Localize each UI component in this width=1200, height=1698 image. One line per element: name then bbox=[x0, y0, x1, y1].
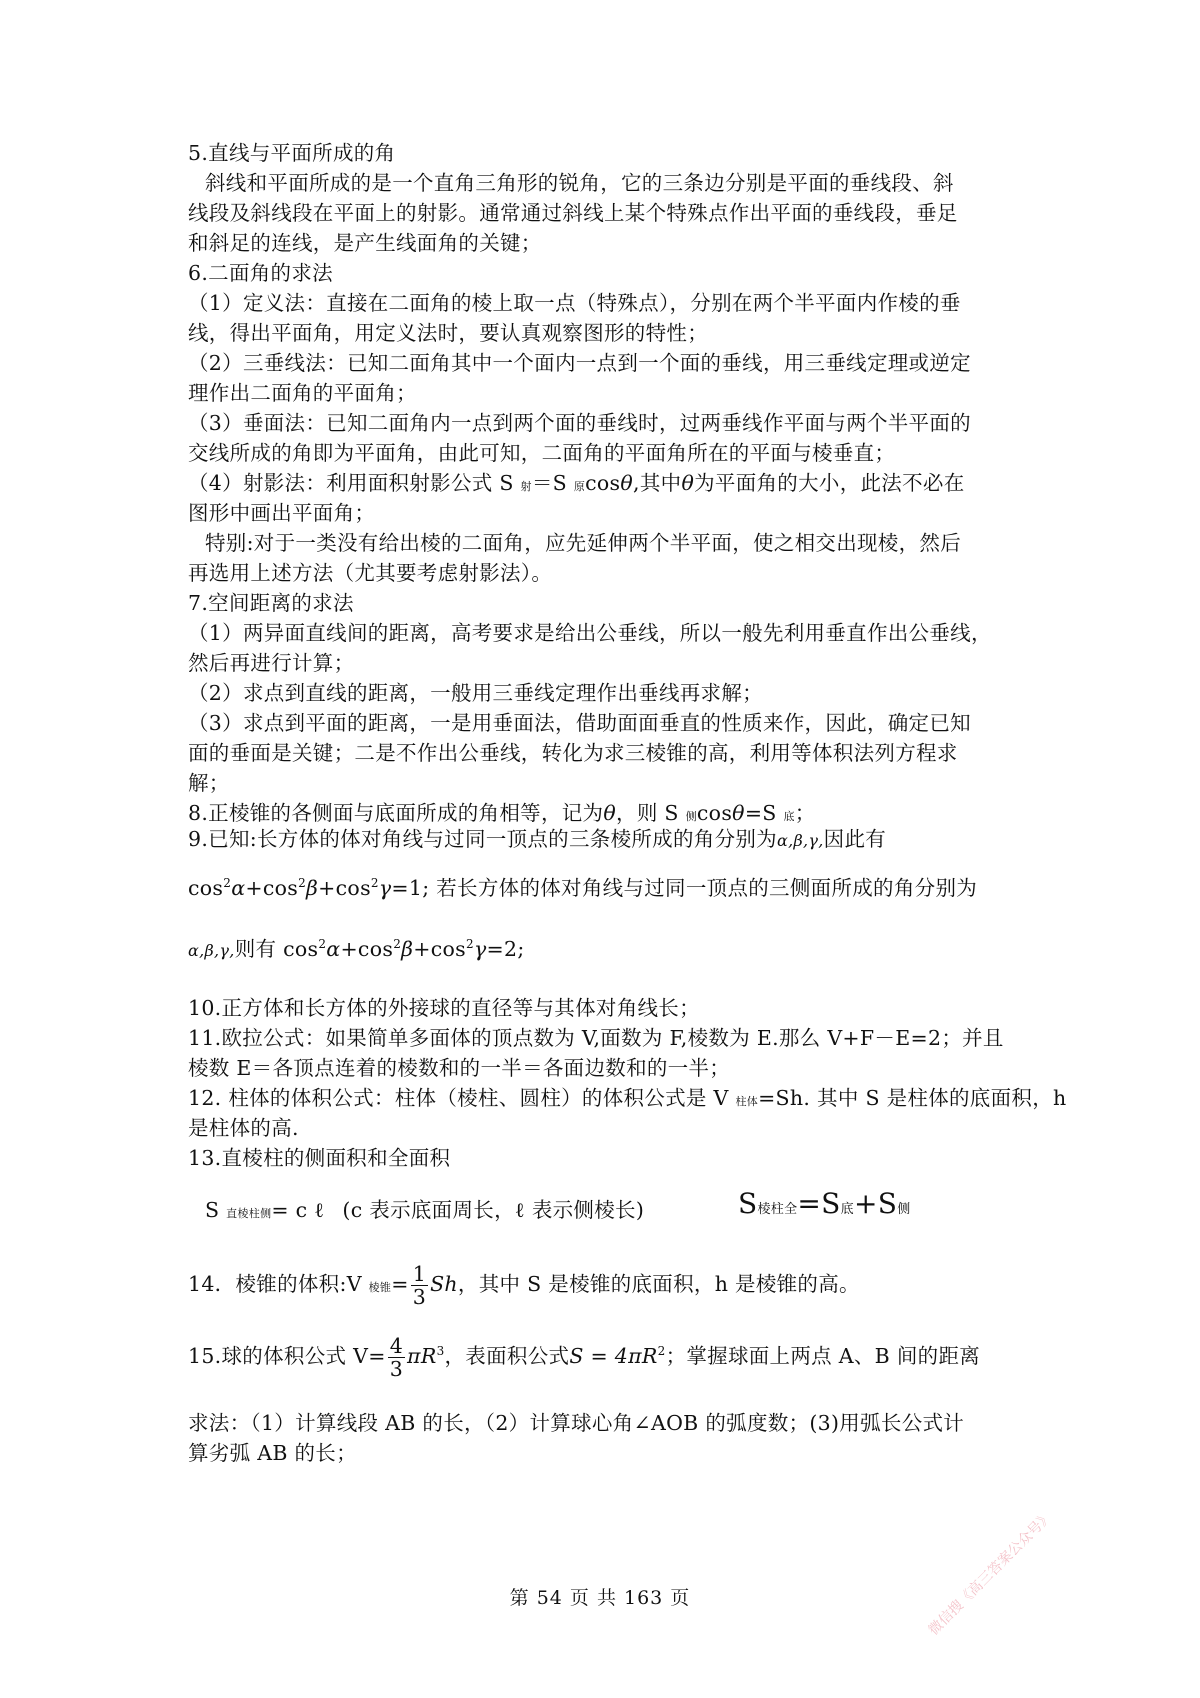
section-5-line-2: 线段及斜线段在平面上的射影。通常通过斜线上某个特殊点作出平面的垂线段，垂足 bbox=[188, 201, 958, 225]
section-6-line-6: 交线所成的角即为平面角，由此可知，二面角的平面角所在的平面与棱垂直； bbox=[188, 441, 896, 465]
section-6-line-5: （3）垂面法：已知二面角内一点到两个面的垂线时，过两垂线作平面与两个半平面的 bbox=[188, 411, 971, 435]
section-13-title: 13.直棱柱的侧面积和全面积 bbox=[188, 1146, 451, 1170]
theta-symbol: θ bbox=[732, 801, 745, 825]
section-7-line-3: （2）求点到直线的距离，一般用三垂线定理作出垂线再求解； bbox=[188, 681, 763, 705]
section-9-line-3: α,β,γ,则有 $\cos^2\alpha+\cos^2\beta+\cos^2\gamma=2$; bbox=[188, 937, 525, 961]
section-6-title: 6.二面角的求法 bbox=[188, 261, 333, 285]
section-6-line-8: 图形中画出平面角； bbox=[188, 501, 376, 525]
section-6-line-10: 再选用上述方法（尤其要考虑射影法）。 bbox=[188, 561, 553, 585]
section-6-line-3: （2）三垂线法：已知二面角其中一个面内一点到一个面的垂线，用三垂线定理或逆定 bbox=[188, 351, 971, 375]
section-7-line-6: 解； bbox=[188, 771, 230, 795]
section-5-title: 5.直线与平面所成的角 bbox=[188, 141, 396, 165]
section-9-line-2: $\cos^2\alpha+\cos^2\beta+\cos^2\gamma=1$; 若长方体的体对角线与过同一顶点的三侧面所成的角分别为 bbox=[188, 876, 978, 900]
section-11-line-1: 11.欧拉公式：如果简单多面体的顶点数为 V,面数为 F,棱数为 E.那么 V+F－E=2；并且 bbox=[188, 1026, 1004, 1050]
section-6-line-4: 理作出二面角的平面角； bbox=[188, 381, 417, 405]
section-12-line-1: 12. 柱体的体积公式：柱体（棱柱、圆柱）的体积公式是 V 柱体=Sh. 其中 S 是柱体的底面积，h bbox=[188, 1086, 1067, 1110]
section-7-line-1: （1）两异面直线间的距离，高考要求是给出公垂线，所以一般先利用垂直作出公垂线， bbox=[188, 621, 992, 645]
section-12-line-2: 是柱体的高. bbox=[188, 1116, 299, 1140]
section-6-line-9: 特别:对于一类没有给出棱的二面角，应先延伸两个半平面，使之相交出现棱，然后 bbox=[205, 531, 962, 555]
page-number-footer: 第 54 页 共 163 页 bbox=[509, 1587, 691, 1609]
section-15-line-3: 算劣弧 AB 的长； bbox=[188, 1441, 357, 1465]
section-5-line-1: 斜线和平面所成的是一个直角三角形的锐角，它的三条边分别是平面的垂线段、斜 bbox=[205, 171, 954, 195]
section-10-line: 10.正方体和长方体的外接球的直径等与其体对角线长； bbox=[188, 996, 700, 1020]
section-7-line-4: （3）求点到平面的距离，一是用垂面法，借助面面垂直的性质来作，因此，确定已知 bbox=[188, 711, 971, 735]
section-7-line-2: 然后再进行计算； bbox=[188, 651, 355, 675]
section-6-line-2: 线，得出平面角，用定义法时，要认真观察图形的特性； bbox=[188, 321, 708, 345]
section-8-line: 8.正棱锥的各侧面与底面所成的角相等，记为θ，则 S 侧cosθ=S 底； bbox=[188, 801, 816, 825]
theta-symbol: θ bbox=[681, 471, 695, 495]
section-15-line-2: 求法：（1）计算线段 AB 的长，（2）计算球心角∠AOB 的弧度数；(3)用弧长公式计 bbox=[188, 1411, 965, 1435]
section-11-line-2: 棱数 E＝各顶点连着的棱数和的一半＝各面边数和的一半； bbox=[188, 1056, 731, 1080]
section-7-line-5: 面的垂面是关键；二是不作出公垂线，转化为求三棱锥的高，利用等体积法列方程求 bbox=[188, 741, 958, 765]
section-7-title: 7.空间距离的求法 bbox=[188, 591, 354, 615]
section-14-line: 14．棱锥的体积:V 棱锥= $\frac{1}{3}$ Sh，其中 S 是棱锥的底面积，h 是棱锥的高。 bbox=[188, 1262, 860, 1309]
watermark: 微信搜《高三答案公众号》 bbox=[925, 1508, 1056, 1639]
section-6-line-1: （1）定义法：直接在二面角的棱上取一点（特殊点），分别在两个半平面内作棱的垂 bbox=[188, 291, 961, 315]
theta-symbol: θ bbox=[603, 801, 617, 825]
theta-symbol: θ bbox=[620, 471, 634, 495]
fraction-one-third: $\frac{1}{3}$ bbox=[412, 1262, 427, 1309]
section-15-line-1: 15.球的体积公式 V= $\frac{4}{3}$ $\pi R^3$，表面积公式$S = 4\pi R^2$；掌握球面上两点 A、B 间的距离 bbox=[188, 1334, 981, 1381]
total-area-formula: S棱柱全=S底+S侧 bbox=[738, 1187, 911, 1220]
section-5-line-3: 和斜足的连线，是产生线面角的关键； bbox=[188, 231, 542, 255]
section-9-line-1: 9.已知:长方体的体对角线与过同一顶点的三条棱所成的角分别为α,β,γ,因此有 bbox=[188, 827, 887, 851]
section-6-line-7: （4）射影法：利用面积射影公式 S 射＝S 原cosθ,其中θ为平面角的大小，此法不必在 bbox=[188, 471, 965, 495]
fraction-four-thirds: $\frac{4}{3}$ bbox=[389, 1334, 404, 1381]
lateral-area-formula: S 直棱柱侧= c ℓ (c 表示底面周长，ℓ 表示侧棱长) bbox=[205, 1198, 645, 1222]
